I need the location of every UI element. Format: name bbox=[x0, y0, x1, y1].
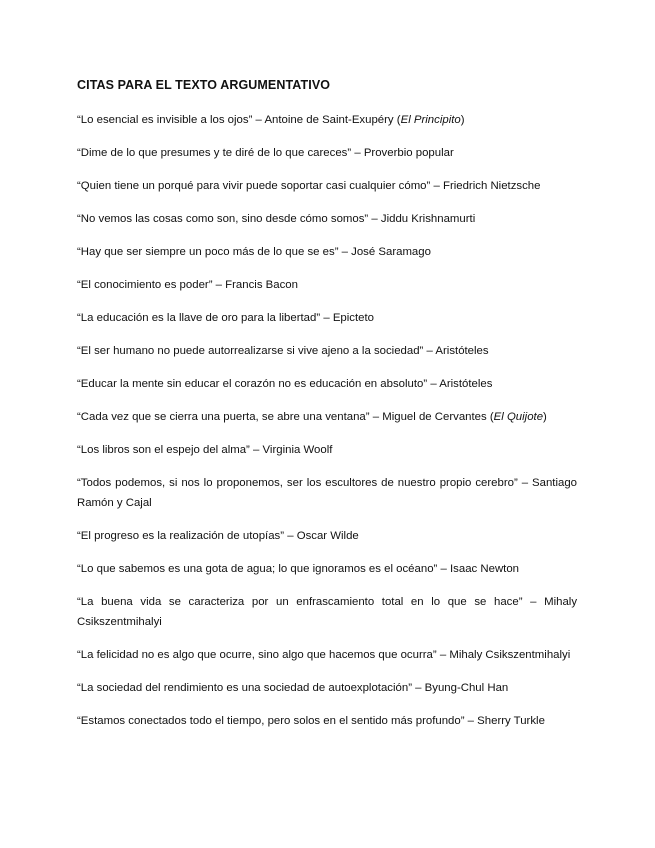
quote-author: Sherry Turkle bbox=[477, 715, 545, 727]
document-title: CITAS PARA EL TEXTO ARGUMENTATIVO bbox=[77, 78, 331, 92]
quote-author: Antoine de Saint-Exupéry bbox=[264, 114, 394, 126]
quote-text: “Educar la mente sin educar el corazón no es educación en absoluto” bbox=[77, 378, 428, 390]
quote-item: “Estamos conectados todo el tiempo, pero solos en el sentido más profundo” – Sherry Turkle bbox=[77, 715, 545, 727]
quote-text: “Estamos conectados todo el tiempo, pero solos en el sentido más profundo” bbox=[77, 715, 465, 727]
quote-item: “No vemos las cosas como son, sino desde cómo somos” – Jiddu Krishnamurti bbox=[77, 213, 476, 225]
quote-text: “Cada vez que se cierra una puerta, se abre una ventana” bbox=[77, 411, 370, 423]
quote-item: “El conocimiento es poder” – Francis Bacon bbox=[77, 279, 298, 291]
quote-author: Francis Bacon bbox=[225, 279, 298, 291]
quote-item: “Educar la mente sin educar el corazón no es educación en absoluto” – Aristóteles bbox=[77, 378, 493, 390]
quote-text: “La educación es la llave de oro para la libertad” bbox=[77, 312, 321, 324]
quote-item: “La buena vida se caracteriza por un enfrascamiento total en lo que se hace” – Mihaly Csikszentmihalyi bbox=[77, 596, 578, 628]
quote-text: “No vemos las cosas como son, sino desde cómo somos” bbox=[77, 213, 369, 225]
quote-item: “Quien tiene un porqué para vivir puede soportar casi cualquier cómo” – Friedrich Nietzsche bbox=[77, 180, 541, 192]
quote-text: “Quien tiene un porqué para vivir puede soportar casi cualquier cómo” bbox=[77, 180, 431, 192]
quote-item: “Dime de lo que presumes y te diré de lo que careces” – Proverbio popular bbox=[77, 147, 454, 159]
quote-author: Virginia Woolf bbox=[262, 444, 333, 456]
quote-item: “El progreso es la realización de utopías” – Oscar Wilde bbox=[77, 530, 359, 542]
quote-item: “La sociedad del rendimiento es una sociedad de autoexplotación” – Byung-Chul Han bbox=[77, 682, 509, 694]
quote-text: “El ser humano no puede autorrealizarse si vive ajeno a la sociedad” bbox=[77, 345, 424, 357]
document-page bbox=[77, 77, 577, 744]
quote-item: “Lo que sabemos es una gota de agua; lo que ignoramos es el océano” – Isaac Newton bbox=[77, 563, 520, 575]
quote-author: Byung-Chul Han bbox=[424, 682, 509, 694]
quote-author: Jiddu Krishnamurti bbox=[380, 213, 476, 225]
quote-author: Isaac Newton bbox=[450, 563, 520, 575]
quote-author: Epicteto bbox=[332, 312, 374, 324]
quote-text: “Todos podemos, si nos lo proponemos, ser los escultores de nuestro propio cerebro” bbox=[77, 477, 518, 489]
quote-text: “La felicidad no es algo que ocurre, sino algo que hacemos que ocurra” bbox=[77, 649, 437, 661]
quote-author: Aristóteles bbox=[439, 378, 493, 390]
quote-author: Mihaly Csikszentmihalyi bbox=[77, 596, 578, 628]
quote-item: “La educación es la llave de oro para la libertad” – Epicteto bbox=[77, 312, 374, 324]
quote-text: “Lo esencial es invisible a los ojos” bbox=[77, 114, 253, 126]
quote-author: Aristóteles bbox=[435, 345, 489, 357]
quote-text: “El conocimiento es poder” bbox=[77, 279, 213, 291]
quote-work: El Quijote bbox=[493, 411, 544, 423]
quote-author: Mihaly Csikszentmihalyi bbox=[449, 649, 571, 661]
quote-item: “La felicidad no es algo que ocurre, sino algo que hacemos que ocurra” – Mihaly Csikszentmihalyi bbox=[77, 649, 571, 661]
quote-text: “Hay que ser siempre un poco más de lo que se es” bbox=[77, 246, 339, 258]
quote-author: José Saramago bbox=[351, 246, 431, 258]
quote-work: El Principito bbox=[400, 114, 461, 126]
quote-item: “Hay que ser siempre un poco más de lo que se es” – José Saramago bbox=[77, 246, 431, 258]
quote-author: Miguel de Cervantes bbox=[382, 411, 487, 423]
quote-text: “La buena vida se caracteriza por un enfrascamiento total en lo que se hace” bbox=[77, 596, 523, 608]
quote-author: Oscar Wilde bbox=[296, 530, 359, 542]
quote-author: Proverbio popular bbox=[363, 147, 454, 159]
quote-text: “El progreso es la realización de utopías” bbox=[77, 530, 285, 542]
quote-author: Santiago Ramón y Cajal bbox=[77, 477, 577, 509]
quote-author: Friedrich Nietzsche bbox=[442, 180, 541, 192]
quote-item: “El ser humano no puede autorrealizarse si vive ajeno a la sociedad” – Aristóteles bbox=[77, 345, 489, 357]
quote-text: “Lo que sabemos es una gota de agua; lo que ignoramos es el océano” bbox=[77, 563, 438, 575]
quote-item: “Cada vez que se cierra una puerta, se abre una ventana” – Miguel de Cervantes (El Quijote) bbox=[77, 411, 547, 423]
quote-text: “Los libros son el espejo del alma” bbox=[77, 444, 250, 456]
quote-item: “Lo esencial es invisible a los ojos” – Antoine de Saint-Exupéry (El Principito) bbox=[77, 114, 465, 126]
quote-text: “La sociedad del rendimiento es una sociedad de autoexplotación” bbox=[77, 682, 412, 694]
quote-text: “Dime de lo que presumes y te diré de lo que careces” bbox=[77, 147, 352, 159]
quote-item: “Los libros son el espejo del alma” – Virginia Woolf bbox=[77, 444, 333, 456]
quote-item: “Todos podemos, si nos lo proponemos, ser los escultores de nuestro propio cerebro” – Santiago Ramón y Cajal bbox=[77, 477, 577, 509]
quote-list bbox=[77, 110, 577, 731]
